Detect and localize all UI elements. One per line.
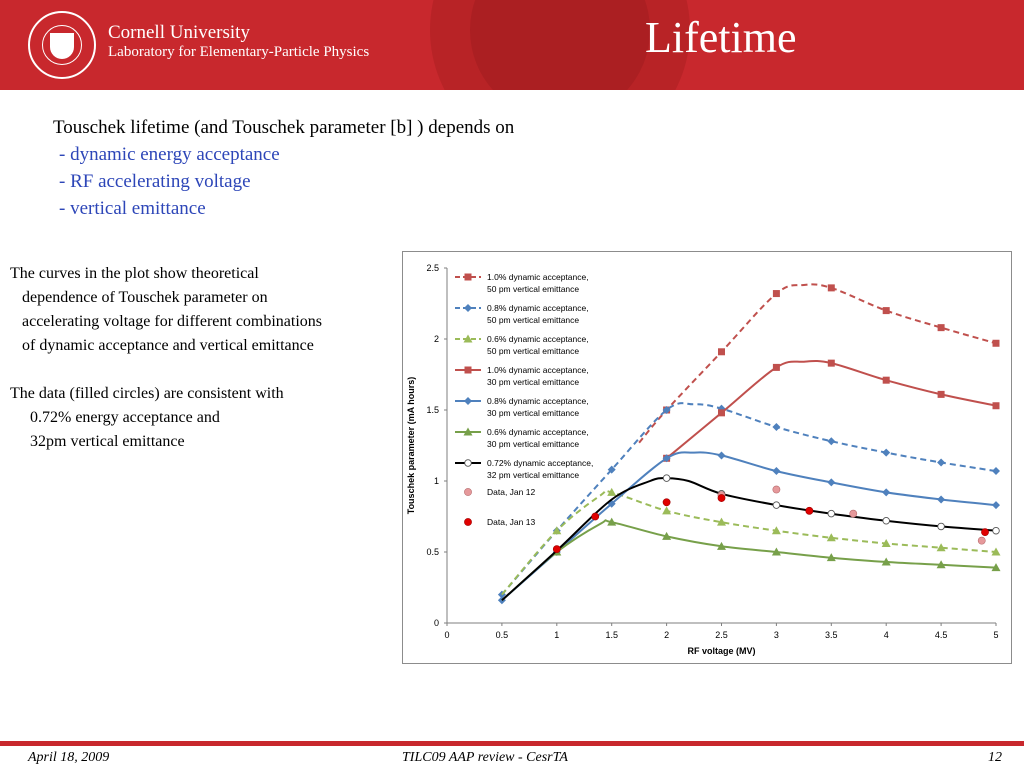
note-2-line-1: The data (filled circles) are consistent with — [10, 385, 284, 402]
legend-label-series-0p6pct-50pm — [487, 334, 589, 356]
intro-bullet-vertical-emittance: - vertical emittance — [59, 198, 206, 219]
legend-marker-series-0p72pct-32pm — [465, 460, 472, 467]
y-tick-label: 1 — [433, 476, 439, 486]
series-1pct-50pm-point — [718, 348, 725, 355]
x-tick-label: 2.5 — [715, 630, 728, 640]
legend-label-line: 0.6% dynamic acceptance, — [487, 427, 589, 437]
data-jan13-point — [553, 546, 560, 553]
note-1-line-3: accelerating voltage for different combinations — [22, 313, 323, 330]
y-axis-label: Touschek parameter (mA hours) — [406, 376, 416, 515]
data-jan13-point — [718, 494, 725, 501]
series-0p72pct-32pm-point — [773, 502, 780, 509]
data-jan12-point — [773, 486, 780, 493]
legend-marker-series-1pct-50pm — [465, 274, 472, 281]
legend-marker-data-0 — [464, 488, 471, 495]
x-tick-label: 5 — [993, 630, 999, 640]
series-0p8pct-30pm-point — [937, 495, 945, 503]
legend-label-series-0p6pct-30pm — [487, 427, 589, 449]
x-tick-label: 0 — [444, 630, 450, 640]
legend-label-line: 1.0% dynamic acceptance, — [487, 365, 589, 375]
series-1pct-50pm-point — [993, 340, 1000, 347]
x-tick-label: 4 — [883, 630, 889, 640]
cornell-seal-logo — [28, 11, 96, 79]
series-0p72pct-32pm-point — [993, 527, 1000, 534]
legend-label-data-0: Data, Jan 12 — [487, 487, 536, 497]
legend-label-series-1pct-30pm — [487, 365, 589, 387]
legend-label-line: 30 pm vertical emittance — [487, 377, 580, 387]
x-axis-label: RF voltage (MV) — [687, 646, 756, 656]
y-tick-label: 2.5 — [426, 263, 439, 273]
series-1pct-50pm-point — [773, 290, 780, 297]
note-2-line-3: 32pm vertical emittance — [30, 433, 185, 450]
legend-marker-series-1pct-30pm — [465, 367, 472, 374]
series-0p8pct-50pm-point — [772, 423, 780, 431]
legend-marker-series-0p8pct-50pm — [464, 304, 472, 312]
legend-label-line: 50 pm vertical emittance — [487, 315, 580, 325]
series-0p72pct-32pm-point — [938, 523, 945, 530]
series-1pct-30pm-point — [718, 409, 725, 416]
data-jan13-point — [592, 513, 599, 520]
x-tick-label: 1.5 — [605, 630, 618, 640]
legend-label-line: 0.6% dynamic acceptance, — [487, 334, 589, 344]
legend-label-line: 0.72% dynamic acceptance, — [487, 458, 594, 468]
series-1pct-30pm-point — [883, 377, 890, 384]
footer-rule — [0, 741, 1024, 746]
series-1pct-50pm-point — [828, 284, 835, 291]
y-tick-label: 2 — [433, 334, 439, 344]
series-0p6pct-50pm-line — [502, 490, 996, 594]
note-1-line-4: of dynamic acceptance and vertical emittance — [22, 337, 314, 354]
legend-marker-data-1 — [464, 518, 471, 525]
note-2-line-2: 0.72% energy acceptance and — [30, 409, 220, 426]
legend-marker-series-0p8pct-30pm — [464, 397, 472, 405]
data-jan13-point — [663, 499, 670, 506]
series-0p8pct-30pm-point — [718, 451, 726, 459]
x-tick-label: 2 — [664, 630, 670, 640]
laboratory-name: Laboratory for Elementary-Particle Physics — [108, 44, 370, 60]
legend-label-line: 50 pm vertical emittance — [487, 346, 580, 356]
slide-title: Lifetime — [645, 13, 797, 62]
series-0p8pct-30pm-point — [882, 488, 890, 496]
notes-block — [10, 262, 402, 454]
legend-label-series-1pct-50pm — [487, 272, 589, 294]
legend-label-series-0p72pct-32pm — [487, 458, 593, 480]
footer-page-number: 12 — [988, 750, 1002, 765]
legend-label-line: 32 pm vertical emittance — [487, 470, 580, 480]
series-1pct-50pm-line — [639, 284, 996, 442]
series-1pct-50pm-point — [883, 307, 890, 314]
series-0p8pct-50pm-point — [937, 459, 945, 467]
intro-bullet-rf-voltage: - RF accelerating voltage — [59, 171, 251, 192]
chart-frame — [402, 251, 1012, 664]
series-0p8pct-30pm-point — [827, 478, 835, 486]
x-tick-label: 1 — [554, 630, 560, 640]
medallion-inner — [470, 0, 650, 90]
y-tick-label: 0.5 — [426, 547, 439, 557]
data-jan13-point — [981, 529, 988, 536]
series-0p72pct-32pm-point — [883, 517, 890, 524]
data-jan12-point — [850, 510, 857, 517]
note-1-line-2: dependence of Touschek parameter on — [22, 289, 268, 306]
series-1pct-30pm-point — [993, 402, 1000, 409]
series-1pct-30pm-point — [773, 364, 780, 371]
x-tick-label: 0.5 — [495, 630, 509, 640]
series-1pct-50pm-point — [938, 324, 945, 331]
intro-bullet-energy-acceptance: - dynamic energy acceptance — [59, 144, 280, 165]
intro-lead: Touschek lifetime (and Touschek parameter [b] ) depends on — [53, 117, 515, 138]
series-0p8pct-30pm-point — [992, 501, 1000, 509]
legend-label-series-0p8pct-50pm — [487, 303, 589, 325]
series-1pct-30pm-point — [938, 391, 945, 398]
legend-label-line: 50 pm vertical emittance — [487, 284, 580, 294]
footer-event: TILC09 AAP review - CesrTA — [402, 750, 568, 765]
y-tick-label: 1.5 — [426, 405, 439, 415]
x-tick-label: 4.5 — [934, 630, 948, 640]
legend-label-series-0p8pct-30pm — [487, 396, 589, 418]
data-jan13-point — [806, 507, 813, 514]
series-0p8pct-50pm-point — [882, 449, 890, 457]
legend-label-line: 30 pm vertical emittance — [487, 408, 580, 418]
university-name: Cornell University — [108, 22, 250, 43]
series-1pct-30pm-point — [828, 360, 835, 367]
data-jan12-point — [978, 537, 985, 544]
legend-label-line: 30 pm vertical emittance — [487, 439, 580, 449]
footer-date: April 18, 2009 — [28, 750, 110, 765]
header-banner — [0, 0, 1024, 90]
series-0p8pct-30pm-point — [772, 467, 780, 475]
legend-label-line: 0.8% dynamic acceptance, — [487, 396, 589, 406]
x-tick-label: 3 — [773, 630, 779, 640]
series-0p8pct-50pm-point — [827, 437, 835, 445]
legend-label-data-1: Data, Jan 13 — [487, 517, 536, 527]
series-0p8pct-50pm-point — [992, 467, 1000, 475]
x-tick-label: 3.5 — [825, 630, 838, 640]
y-tick-label: 0 — [433, 618, 439, 628]
legend-label-line: 0.8% dynamic acceptance, — [487, 303, 589, 313]
series-0p72pct-32pm-point — [663, 475, 670, 482]
note-1-line-1: The curves in the plot show theoretical — [10, 265, 259, 282]
seal-shield-icon — [50, 33, 74, 59]
touschek-chart — [403, 252, 1011, 663]
legend-label-line: 1.0% dynamic acceptance, — [487, 272, 589, 282]
series-0p6pct-50pm-point — [662, 506, 671, 514]
intro-block — [53, 114, 514, 222]
series-0p72pct-32pm-point — [828, 510, 835, 517]
